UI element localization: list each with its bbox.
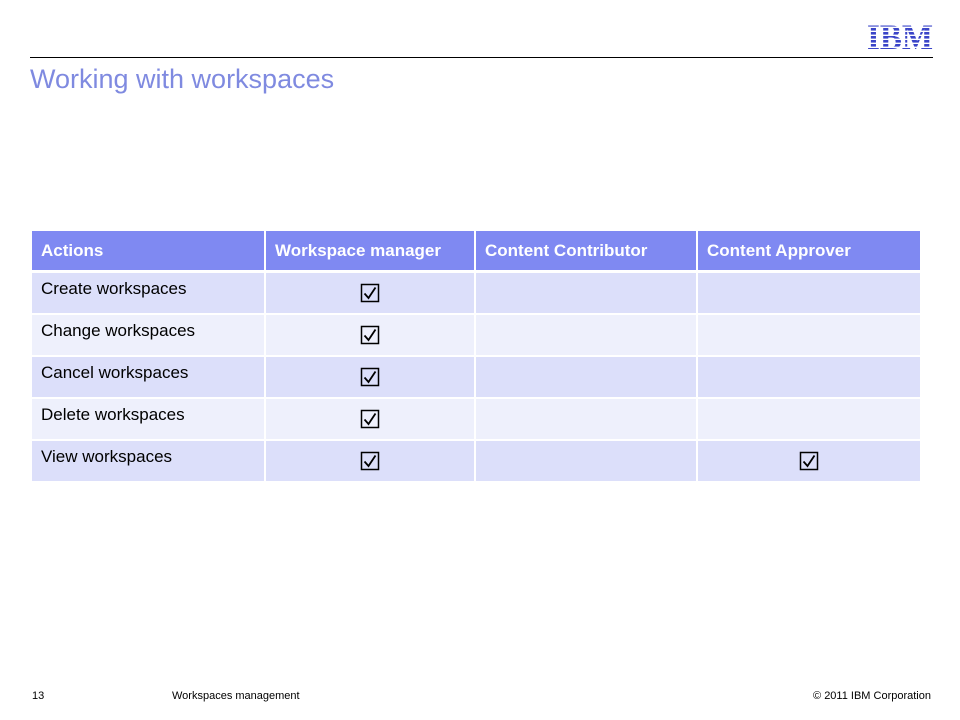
checked-box-icon xyxy=(799,451,819,471)
header-workspace-manager: Workspace manager xyxy=(265,231,475,272)
action-cell: Change workspaces xyxy=(32,314,265,356)
copyright: © 2011 IBM Corporation xyxy=(813,690,931,702)
workspace-manager-cell xyxy=(265,398,475,440)
content-approver-cell xyxy=(697,440,920,482)
ibm-logo-text: IBM xyxy=(867,20,933,52)
action-cell: View workspaces xyxy=(32,440,265,482)
table-row xyxy=(32,356,920,398)
footer-label: Workspaces management xyxy=(172,690,300,702)
workspace-manager-cell xyxy=(265,356,475,398)
action-cell: Create workspaces xyxy=(32,272,265,315)
checked-box-icon xyxy=(360,451,380,471)
page-number: 13 xyxy=(32,690,45,702)
workspace-manager-cell xyxy=(265,440,475,482)
workspace-manager-cell xyxy=(265,314,475,356)
table-body xyxy=(32,272,920,483)
table-row xyxy=(32,398,920,440)
content-contributor-cell xyxy=(475,272,697,315)
checked-box-icon xyxy=(360,409,380,429)
content-approver-cell xyxy=(697,314,920,356)
workspace-manager-cell xyxy=(265,272,475,315)
checked-box-icon xyxy=(360,283,380,303)
table-row xyxy=(32,440,920,482)
content-contributor-cell xyxy=(475,356,697,398)
checked-box-icon xyxy=(360,325,380,345)
header-actions: Actions xyxy=(32,231,265,272)
action-cell: Cancel workspaces xyxy=(32,356,265,398)
table-header-row xyxy=(32,231,920,272)
action-cell: Delete workspaces xyxy=(32,398,265,440)
table-row xyxy=(32,272,920,315)
content-approver-cell xyxy=(697,398,920,440)
header-rule xyxy=(30,57,933,58)
header-content-approver: Content Approver xyxy=(697,231,920,272)
slide-title: Working with workspaces xyxy=(30,64,335,94)
content-contributor-cell xyxy=(475,398,697,440)
table-row xyxy=(32,314,920,356)
content-approver-cell xyxy=(697,356,920,398)
content-contributor-cell xyxy=(475,440,697,482)
ibm-logo xyxy=(866,20,934,52)
checked-box-icon xyxy=(360,367,380,387)
content-contributor-cell xyxy=(475,314,697,356)
permissions-table xyxy=(32,231,920,483)
content-approver-cell xyxy=(697,272,920,315)
header-content-contributor: Content Contributor xyxy=(475,231,697,272)
